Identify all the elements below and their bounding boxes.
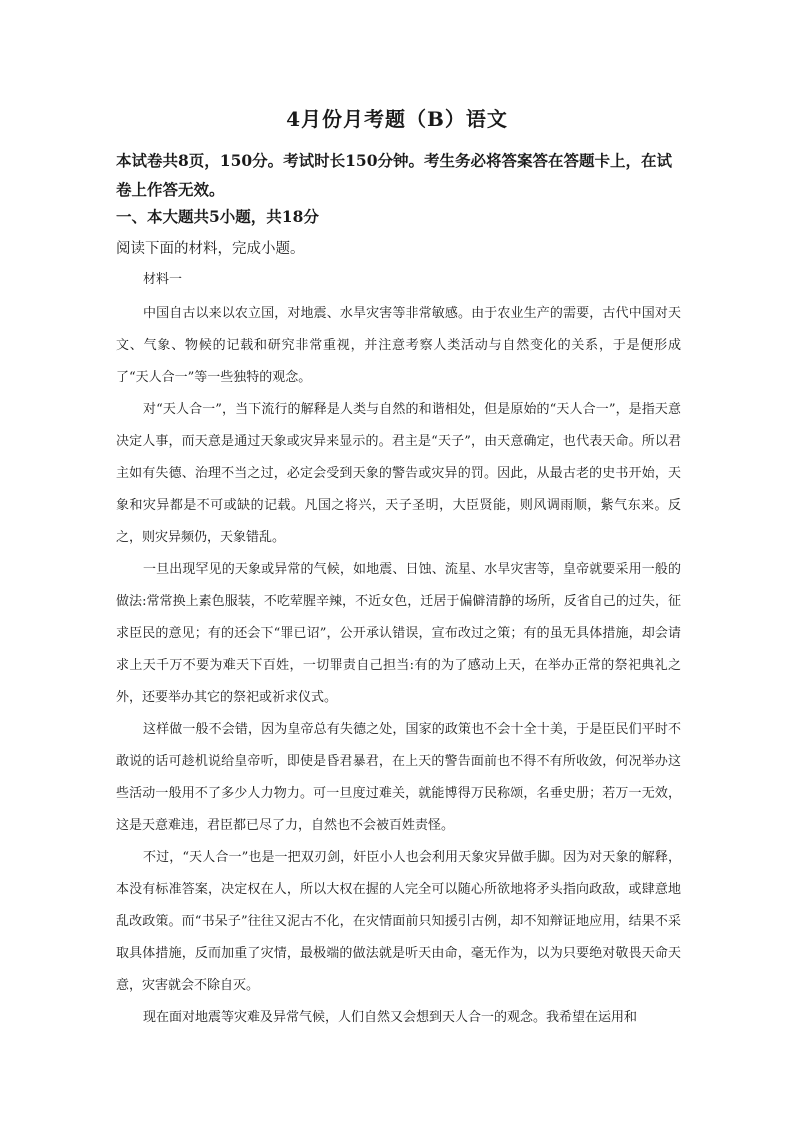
reading-instruction: 阅读下面的材料，完成小题。 xyxy=(116,241,305,257)
passage-paragraph: 现在面对地震等灾难及异常气候，人们自然又会想到天人合一的观念。我希望在运用和 xyxy=(143,1010,638,1025)
passage-paragraph: 一旦出现罕见的天象或异常的气候，如地震、日蚀、流星、水旱灾害等，皇帝就要采用一般的做法:常常换上素色服装，不吃荤腥辛辣，不近女色，迁居于偏僻清静的场所，反省自己的过失，征求臣民的意见；有的还会下“罪已诏”，公开承认错误，宣布改过之策；有的虽无具体措施，却会请求上天千万不要为难天下百姓，一切罪责自己担当:有的为了感动上天，在举办正常的祭祀典礼之外，还要举办其它的祭祀或祈求仪式。 xyxy=(116,562,681,705)
exam-instructions: 本试卷共8页，150分。考试时长150分钟。考生务必将答案答在答题卡上，在试卷上作答无效。 xyxy=(116,151,672,199)
passage-paragraph: 中国自古以来以农立国，对地震、水旱灾害等非常敏感。由于农业生产的需要，古代中国对天文、气象、物候的记载和研究非常重视，并注意考察人类活动与自然变化的关系，于是便形成了“天人合一”等一些独特的观念。 xyxy=(116,306,681,385)
passage-paragraph: 这样做一般不会错，因为皇帝总有失德之处，国家的政策也不会十全十美，于是臣民们平时不敢说的话可趁机说给皇帝听，即使是昏君暴君，在上天的警告面前也不得不有所收敛，何况举办这些活动一般用不了多少人力物力。可一旦度过难关，就能博得万民称颂，名垂史册；若万一无效，这是天意难违，君臣都已尽了力，自然也不会被百姓责怪。 xyxy=(116,722,681,833)
passage-paragraph: 对“天人合一”，当下流行的解释是人类与自然的和谐相处，但是原始的“天人合一”，是指天意决定人事，而天意是通过天象或灾异来显示的。君主是“天子”，由天意确定，也代表天命。所以君主如有失德、治理不当之过，必定会受到天象的警告或灾异的罚。因此，从最古老的史书开始，天象和灾异都是不可或缺的记载。凡国之将兴，天子圣明，大臣贤能，则风调雨顺，紫气东来。反之，则灾异频仍，天象错乱。 xyxy=(116,402,681,545)
passage-body xyxy=(116,298,681,1034)
section-heading: 一、本大题共5小题，共18分 xyxy=(116,207,319,226)
page-title: 4月份月考题（B）语文 xyxy=(286,107,508,131)
material-label: 材料一 xyxy=(143,272,183,287)
passage-paragraph: 不过，“天人合一”也是一把双刃剑，奸臣小人也会利用天象灾异做手脚。因为对天象的解释，本没有标准答案，决定权在人，所以大权在握的人完全可以随心所欲地将矛头指向政敌，或肆意地乱改政策。而“书呆子”往往又泥古不化，在灾情面前只知援引古例，却不知辩证地应用，结果不采取具体措施，反而加重了灾情，最极端的做法就是听天由命，毫无作为，以为只要绝对敬畏天命天意，灾害就会不除自灭。 xyxy=(116,850,681,993)
